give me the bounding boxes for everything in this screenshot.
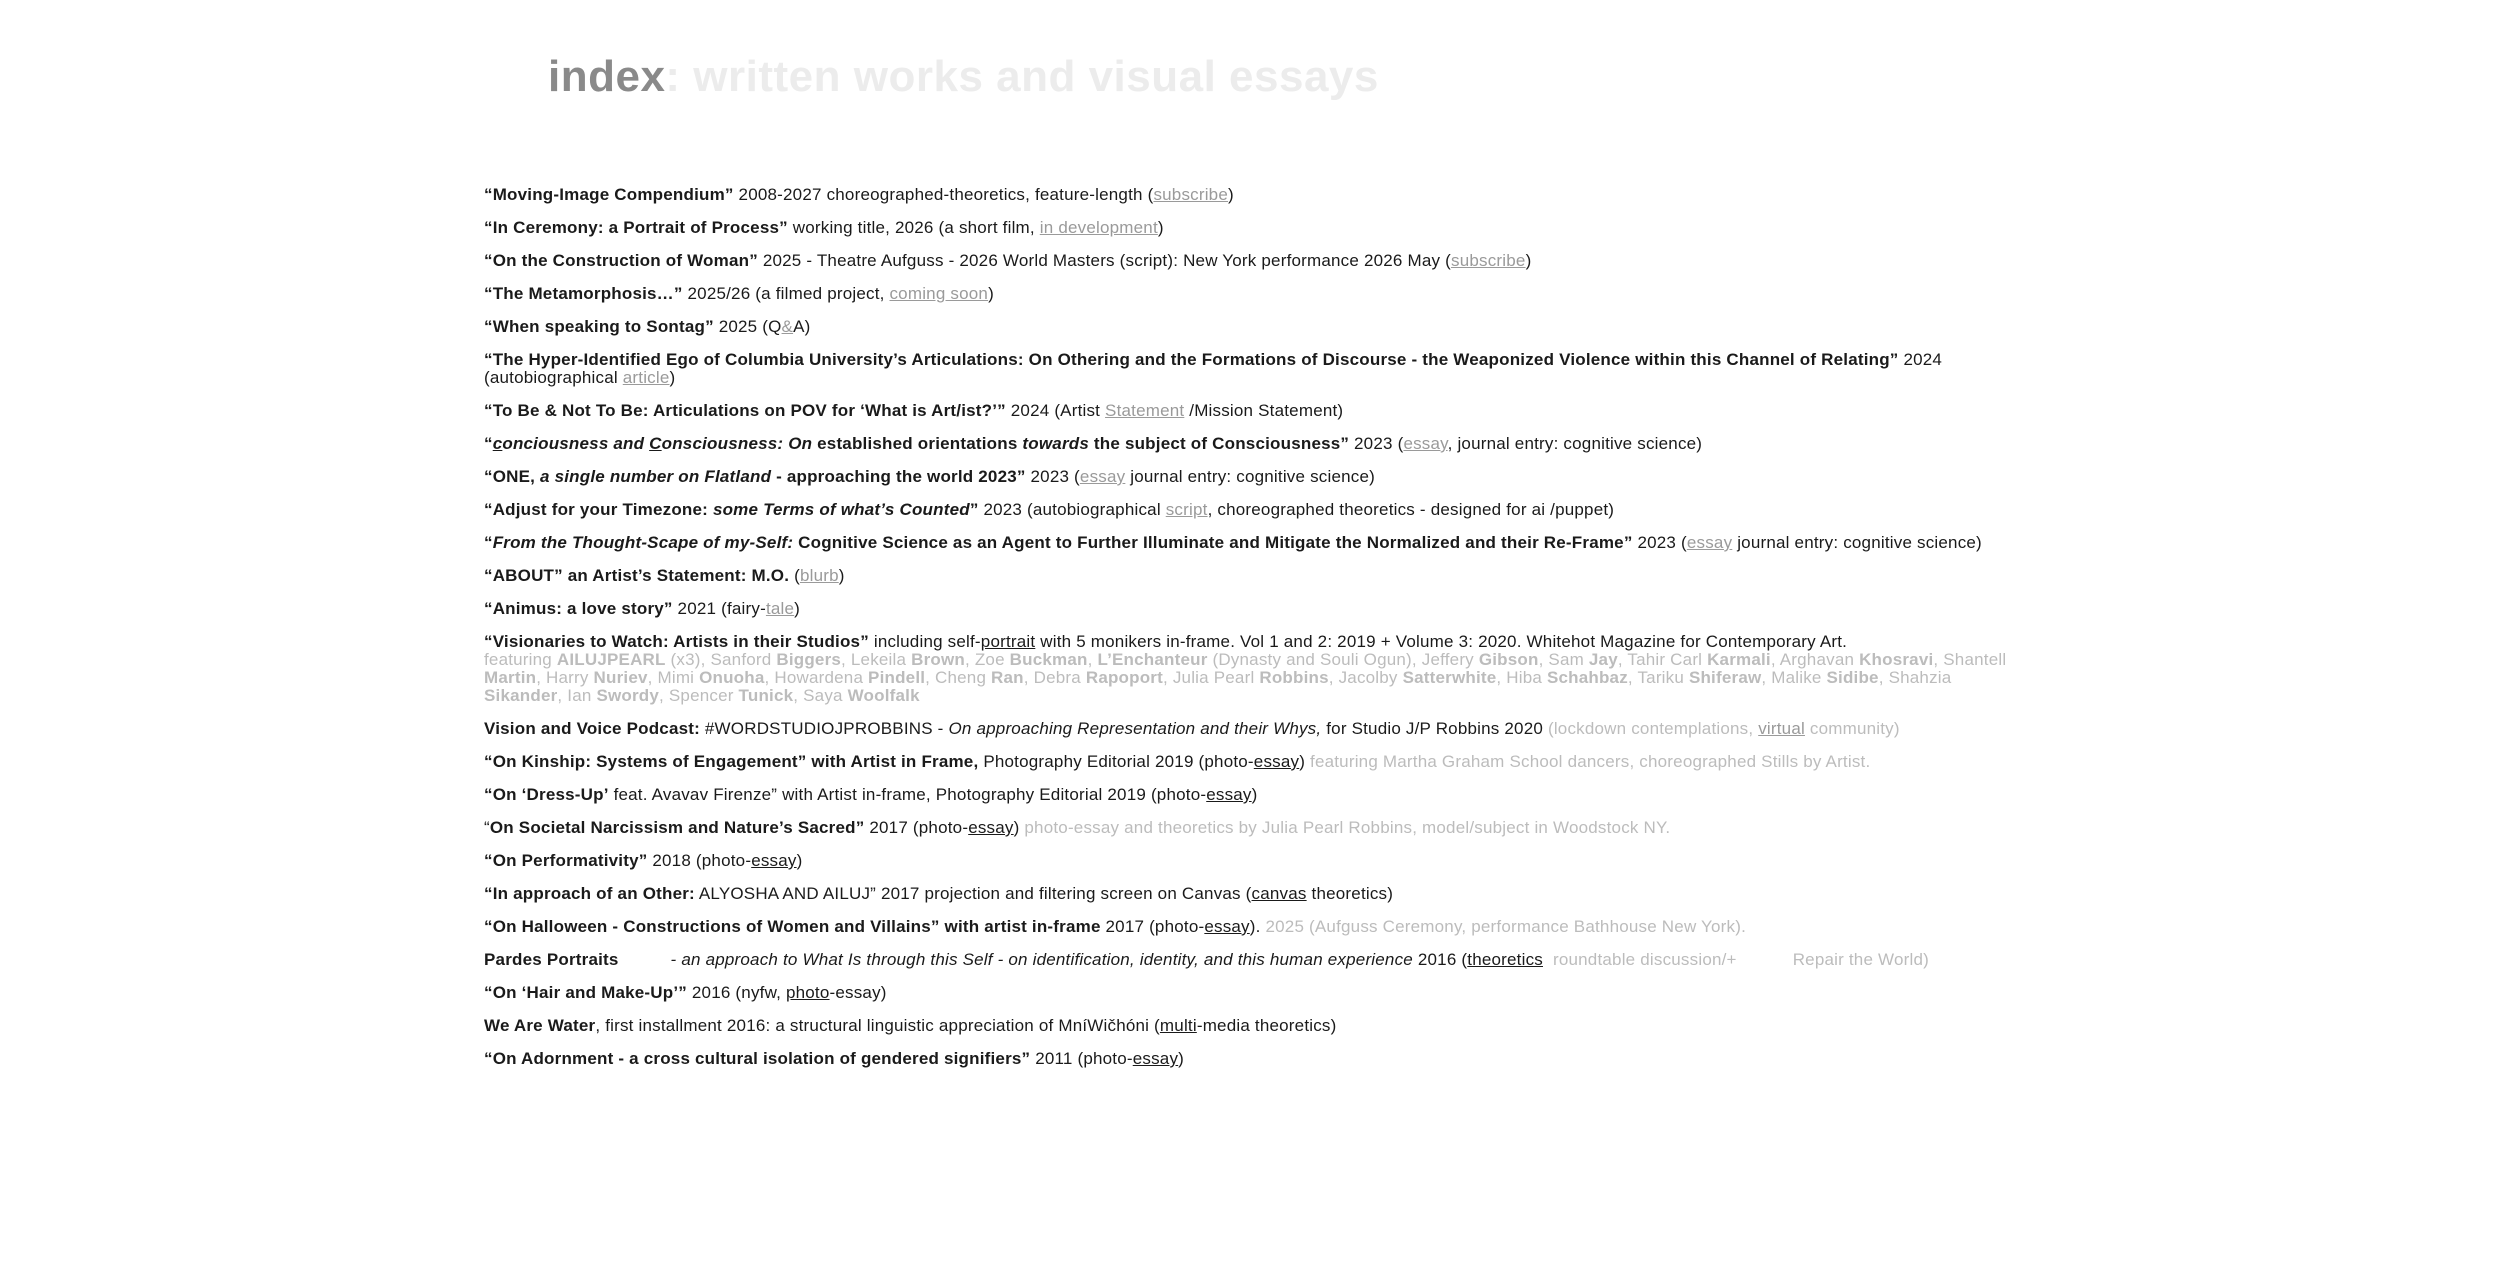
artist-name: Martin	[484, 668, 537, 687]
essay-link[interactable]: essay	[1204, 917, 1250, 936]
artist-name: Jay	[1588, 650, 1618, 669]
work-info-end: )	[838, 566, 845, 585]
work-info-end: )	[796, 851, 803, 870]
featuring-text: , Ian	[557, 686, 597, 705]
work-info: 2023 (	[1025, 467, 1080, 486]
work-info-end: theoretics)	[1306, 884, 1394, 903]
work-info-end: journal entry: cognitive science)	[1732, 533, 1982, 552]
work-title: “ONE,	[484, 467, 540, 486]
featuring-text: , Howardena	[764, 668, 869, 687]
featuring-text: , Saya	[793, 686, 848, 705]
subscribe-link[interactable]: subscribe	[1451, 251, 1526, 270]
work-title: “Moving-Image Compendium”	[484, 185, 734, 204]
in-development-link[interactable]: in development	[1039, 218, 1158, 237]
coming-soon-link[interactable]: coming soon	[889, 284, 989, 303]
artist-name: Brown	[911, 650, 965, 669]
work-info-italic: On approaching Representation and their Whys,	[948, 719, 1322, 738]
qa-link[interactable]: &	[781, 317, 794, 336]
work-info-end: -essay)	[829, 983, 887, 1002]
artist-name: Biggers	[776, 650, 842, 669]
article-link[interactable]: article	[622, 368, 670, 387]
title-main: index	[548, 52, 666, 101]
featuring-text: , Julia Pearl	[1163, 668, 1260, 687]
work-title: “In Ceremony: a Portrait of Process”	[484, 218, 788, 237]
featuring-text: , Arghavan	[1770, 650, 1860, 669]
artist-name: Robbins	[1259, 668, 1329, 687]
essay-link[interactable]: essay	[751, 851, 797, 870]
artist-name: Tunick	[738, 686, 794, 705]
work-title: “In approach of an Other:	[484, 884, 695, 903]
artist-name: Swordy	[596, 686, 660, 705]
work-info: including self-	[868, 632, 981, 651]
featuring-text: , Zoe	[964, 650, 1010, 669]
statement-link[interactable]: Statement	[1105, 401, 1185, 420]
featuring-text: , Hiba	[1496, 668, 1547, 687]
featuring-text: (Dynasty and Souli Ogun), Jeffery	[1207, 650, 1479, 669]
featuring-text: ,	[1087, 650, 1098, 669]
work-info: 2017 (photo-	[1100, 917, 1205, 936]
work-info-end: -media theoretics)	[1196, 1016, 1337, 1035]
essay-link[interactable]: essay	[1403, 434, 1448, 453]
artist-name: Woolfalk	[847, 686, 920, 705]
work-info-end: ).	[1249, 917, 1261, 936]
featuring-text: , Lekeila	[841, 650, 912, 669]
work-title: “To Be & Not To Be: Articulations on POV for ‘What is Art/ist?’”	[484, 401, 1006, 420]
artist-name: Rapoport	[1085, 668, 1163, 687]
list-item	[484, 885, 2024, 903]
work-title: “ABOUT” an Artist’s Statement: M.O.	[484, 566, 790, 585]
work-note: Repair the World)	[1792, 950, 1929, 969]
work-info: (	[789, 566, 800, 585]
work-info: 2023 (	[1349, 434, 1404, 453]
work-title: the subject of Consciousness”	[1089, 434, 1350, 453]
work-info: 2023 (autobiographical	[978, 500, 1166, 519]
work-title-quote: “	[484, 818, 490, 837]
artist-name: Gibson	[1478, 650, 1539, 669]
list-item	[484, 567, 2024, 585]
work-info-end: )	[1299, 752, 1306, 771]
artist-name: Ran	[991, 668, 1024, 687]
list-item	[484, 984, 2024, 1002]
work-info-end: )	[794, 599, 801, 618]
work-info-end: )	[1013, 818, 1020, 837]
list-item	[484, 753, 2024, 771]
list-item	[484, 468, 2024, 486]
essay-link[interactable]: essay	[1079, 467, 1126, 486]
work-title-initial: c	[492, 434, 503, 453]
work-title: “The Hyper-Identified Ego of Columbia University’s Articulations: On Othering and the Formations of Discourse - the Weaponized Violence within this Channel of Relating”	[484, 350, 1899, 369]
work-note: (lockdown contemplations,	[1547, 719, 1759, 738]
page-title	[548, 52, 1379, 102]
artist-name: Nuriev	[593, 668, 648, 687]
work-info: 2016 (nyfw,	[686, 983, 786, 1002]
work-title-italic: towards	[1022, 434, 1089, 453]
work-title: established orientations	[812, 434, 1023, 453]
work-info-end: )	[1157, 218, 1164, 237]
work-title: ”	[969, 500, 979, 519]
list-item	[484, 918, 2024, 936]
list-item	[484, 186, 2024, 204]
featuring-text: , Harry	[536, 668, 594, 687]
work-note: roundtable discussion/+	[1552, 950, 1737, 969]
work-title: “Animus: a love story”	[484, 599, 673, 618]
work-info-end: )	[1178, 1049, 1185, 1068]
work-info: 2025 - Theatre Aufguss - 2026 World Masters (script): New York performance 2026 May (	[757, 251, 1452, 270]
essay-link[interactable]: essay	[1206, 785, 1252, 804]
artist-name: L’Enchanteur	[1097, 650, 1208, 669]
work-info: 2017 (photo-	[864, 818, 969, 837]
essay-link[interactable]: essay	[1686, 533, 1733, 552]
work-title: “The Metamorphosis…”	[484, 284, 683, 303]
work-title: “On Halloween - Constructions of Women and Villains” with artist in-frame	[484, 917, 1101, 936]
subscribe-link[interactable]: subscribe	[1153, 185, 1228, 204]
multi-link[interactable]: multi	[1159, 1016, 1197, 1035]
work-info: 2025/26 (a filmed project,	[682, 284, 890, 303]
featuring-text: , Shahzia	[1878, 668, 1952, 687]
work-info-italic: - an approach to What Is through this Self - on identification, identity, and this human experience	[670, 950, 1413, 969]
script-link[interactable]: script	[1165, 500, 1208, 519]
list-item	[484, 318, 2024, 336]
work-note: community)	[1804, 719, 1900, 738]
list-item	[484, 1050, 2024, 1068]
featuring-text: featuring	[484, 650, 557, 669]
work-title: Pardes Portraits	[484, 950, 619, 969]
work-title-italic: a single number on Flatland	[540, 467, 772, 486]
work-title-italic: From the Thought-Scape of my-Self:	[492, 533, 794, 552]
list-item	[484, 786, 2024, 804]
virtual-link[interactable]: virtual	[1758, 719, 1805, 738]
work-title-italic: some Terms of what’s Counted	[712, 500, 970, 519]
artist-name: Sikander	[484, 686, 558, 705]
work-info: 2025 (Q	[713, 317, 782, 336]
work-title: “On Performativity”	[484, 851, 648, 870]
work-title-italic: onsciousness: On	[661, 434, 813, 453]
featuring-text: , Cheng	[925, 668, 992, 687]
work-info: 2024 (autobiographical	[484, 350, 1943, 387]
work-info-end: A)	[793, 317, 811, 336]
artist-name: Satterwhite	[1402, 668, 1497, 687]
list-item	[484, 252, 2024, 270]
work-title: “Visionaries to Watch: Artists in their Studios”	[484, 632, 869, 651]
list-item	[484, 285, 2024, 303]
essay-link[interactable]: essay	[1253, 752, 1300, 771]
work-info: #WORDSTUDIOJPROBBINS -	[699, 719, 949, 738]
work-info-end: with 5 monikers in-frame. Vol 1 and 2: 2019 + Volume 3: 2020. Whitehot Magazine for Contemporary Art.	[1035, 632, 1848, 651]
featuring-text: , Tahir Carl	[1617, 650, 1708, 669]
featuring-text: , Mimi	[647, 668, 700, 687]
list-item	[484, 534, 2024, 552]
work-info-end: )	[669, 368, 676, 387]
work-info: 2021 (fairy-	[672, 599, 766, 618]
work-title-initial: C	[649, 434, 662, 453]
featuring-text: (x3), Sanford	[665, 650, 777, 669]
title-subtitle: : written works and visual essays	[665, 52, 1379, 101]
featuring-text: , Jacolby	[1328, 668, 1403, 687]
work-title: Vision and Voice Podcast:	[484, 719, 700, 738]
work-title-italic: onciousness and	[502, 434, 650, 453]
work-title-quote: “	[484, 434, 493, 453]
featuring-text: , Malike	[1761, 668, 1827, 687]
blurb-link[interactable]: blurb	[799, 566, 839, 585]
canvas-link[interactable]: canvas	[1251, 884, 1307, 903]
essay-link[interactable]: essay	[968, 818, 1014, 837]
work-info: 2024 (Artist	[1005, 401, 1106, 420]
photo-link[interactable]: photo	[785, 983, 830, 1002]
artist-name: Onuoha	[699, 668, 765, 687]
work-info: 2011 (photo-	[1030, 1049, 1133, 1068]
work-info: , first installment 2016: a structural linguistic appreciation of MníWičhóni (	[595, 1016, 1160, 1035]
artist-name: Karmali	[1707, 650, 1771, 669]
list-item	[484, 951, 2024, 969]
featuring-text: , Sam	[1538, 650, 1589, 669]
portrait-link[interactable]: portrait	[980, 632, 1036, 651]
artist-name: Pindell	[868, 668, 926, 687]
list-item	[484, 1017, 2024, 1035]
work-note: 2025 (Aufguss Ceremony, performance Bathhouse New York).	[1260, 917, 1747, 936]
list-item	[484, 600, 2024, 618]
work-info: ALYOSHA AND AILUJ” 2017 projection and filtering screen on Canvas (	[694, 884, 1252, 903]
work-info: for Studio J/P Robbins 2020	[1321, 719, 1548, 738]
work-title: “On the Construction of Woman”	[484, 251, 758, 270]
work-info-end: )	[1251, 785, 1258, 804]
work-title: “Adjust for your Timezone:	[484, 500, 713, 519]
list-item	[484, 435, 2024, 453]
work-info-end: , choreographed theoretics - designed for ai /puppet)	[1207, 500, 1615, 519]
work-title: On Societal Narcissism and Nature’s Sacred”	[489, 818, 865, 837]
work-info: 2023 (	[1632, 533, 1687, 552]
featuring-text: , Tariku	[1627, 668, 1689, 687]
artist-name: Khosravi	[1859, 650, 1934, 669]
work-title: “On ‘Hair and Make-Up’”	[484, 983, 687, 1002]
work-info-end: )	[1228, 185, 1234, 204]
work-info: 2018 (photo-	[647, 851, 752, 870]
work-info: Photography Editorial 2019 (photo-	[978, 752, 1254, 771]
artist-name: Schahbaz	[1546, 668, 1628, 687]
work-note: photo-essay and theoretics by Julia Pearl Robbins, model/subject in Woodstock NY.	[1019, 818, 1671, 837]
works-list	[484, 186, 2024, 1083]
work-info-end: , journal entry: cognitive science)	[1447, 434, 1703, 453]
work-info-end: )	[988, 284, 994, 303]
featuring-text: , Shantell	[1933, 650, 2007, 669]
tale-link[interactable]: tale	[765, 599, 795, 618]
work-title: “On ‘Dress-Up’	[484, 785, 609, 804]
artist-name: Shiferaw	[1688, 668, 1762, 687]
list-item	[484, 351, 2024, 387]
work-info: 2008-2027 choreographed-theoretics, feature-length (	[733, 185, 1154, 204]
list-item	[484, 852, 2024, 870]
work-info: working title, 2026 (a short film,	[787, 218, 1040, 237]
theoretics-link[interactable]: theoretics	[1467, 950, 1543, 969]
artist-name: AILUJPEARL	[556, 650, 666, 669]
list-item	[484, 819, 2024, 837]
work-info-end: )	[1525, 251, 1532, 270]
work-info: 2016 (	[1412, 950, 1468, 969]
list-item	[484, 402, 2024, 420]
work-title: - approaching the world 2023”	[771, 467, 1026, 486]
work-title: Cognitive Science as an Agent to Further Illuminate and Mitigate the Normalized and their Re-Frame”	[793, 533, 1633, 552]
work-note: featuring Martha Graham School dancers, choreographed Stills by Artist.	[1305, 752, 1871, 771]
list-item	[484, 633, 2024, 705]
work-info-end: /Mission Statement)	[1184, 401, 1344, 420]
work-title: “When speaking to Sontag”	[484, 317, 714, 336]
list-item	[484, 219, 2024, 237]
work-title: “On Adornment - a cross cultural isolation of gendered signifiers”	[484, 1049, 1031, 1068]
work-info: feat. Avavav Firenze” with Artist in-frame, Photography Editorial 2019 (photo-	[608, 785, 1207, 804]
work-title-quote: “	[484, 533, 493, 552]
artist-name: Sidibe	[1826, 668, 1879, 687]
work-info-end: journal entry: cognitive science)	[1125, 467, 1375, 486]
artist-name: Buckman	[1009, 650, 1088, 669]
work-title: “On Kinship: Systems of Engagement” with Artist in Frame,	[484, 752, 979, 771]
featuring-text: , Spencer	[659, 686, 739, 705]
work-title: We Are Water	[484, 1016, 596, 1035]
featuring-text: , Debra	[1023, 668, 1086, 687]
list-item	[484, 720, 2024, 738]
essay-link[interactable]: essay	[1132, 1049, 1179, 1068]
list-item	[484, 501, 2024, 519]
